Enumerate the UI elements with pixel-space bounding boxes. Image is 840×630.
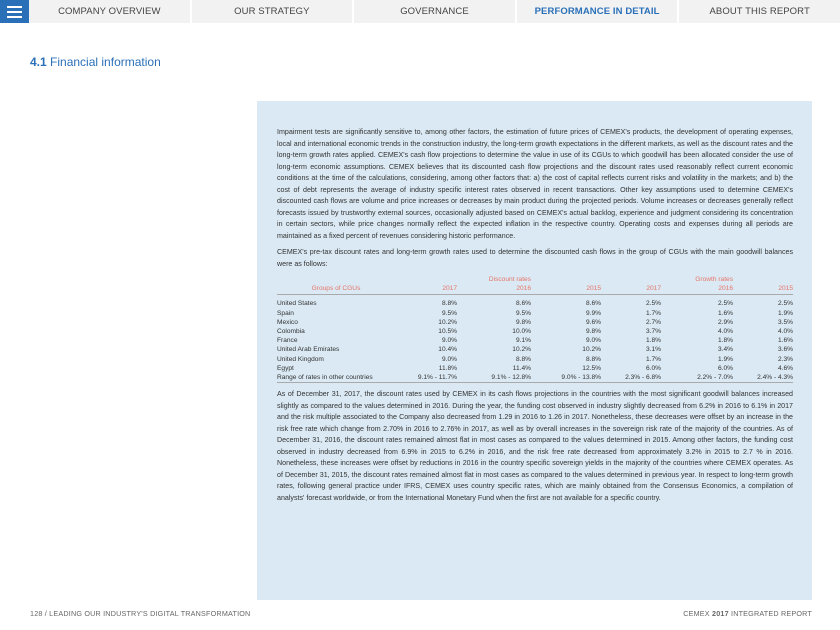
paragraph-impairment: Impairment tests are significantly sensitive to, among other factors, the estimation of future prices of CEMEX's products, the development of operating expenses, local and international economic trends in the construction industry, the long-term growth expectations in the different markets, as well as the discount rates and the long-term growth rates applied. CEMEX's cash flow projections to determine the value in use of its CGUs to which goodwill has been allocated consider the use of long-term economic assumptions. CEMEX believes that its discounted cash flow projections and the discount rates used reasonably reflect current economic conditions at the time of the calculations, considering, among other factors that: a) the cost of capital reflects current risks and volatility in the markets; and b) the cost of debt represents the average of industry specific interest rates observed in recent transactions. Other key assumptions used to determine CEMEX's discounted cash flows are volume and price increases or decreases by main product during the projected periods. Volume increases or decreases generally reflect forecasts issued by trustworthy external sources, occasionally adjusted based on CEMEX's actual backlog, experience and judgment considering its concentration in certain sectors, while price changes normally reflect the expected inflation in the respective country. Operating costs and expenses during all periods are maintained as a fixed percent of revenues considering historic performance. [277,128,793,240]
table-cell: Egypt [277,364,294,372]
table-cell: 8.6% [585,300,601,308]
table-cell: Spain [277,309,294,317]
table-cell: 2.3% - 6.8% [601,373,661,383]
footer-report-title [683,609,812,618]
rates-table [277,275,793,383]
table-cell: United Kingdom [277,355,324,363]
table-cell: 2.3% [777,355,793,363]
table-cell: 1.9% [777,309,793,317]
table-cell: 9.0% [441,355,457,363]
table-cell: France [277,337,298,345]
table-cell: 2.5% [645,300,661,308]
table-cell: 2.5% [777,300,793,308]
table-cell: 9.5% [515,309,531,317]
header-discount-2016: 2016 [457,284,531,295]
hamburger-menu-icon[interactable] [0,0,29,23]
table-cell: 6.0% [717,364,733,372]
table-cell: 11.4% [512,364,531,372]
table-cell: Mexico [277,318,298,326]
table-cell: 9.8% [515,318,531,326]
table-cell: 2.7% [645,318,661,326]
table-row [277,327,793,336]
table-cell: 10.0% [512,328,531,336]
table-row [277,299,793,308]
table-cell: 10.2% [438,318,457,326]
table-row [277,318,793,327]
table-cell: 6.0% [645,364,661,372]
table-cell: 10.5% [438,328,457,336]
tab-about-this-report[interactable]: ABOUT THIS REPORT [679,0,840,23]
table-row [277,373,793,383]
tab-company-overview[interactable]: COMPANY OVERVIEW [29,0,192,23]
section-title-text: Financial information [50,55,161,69]
table-cell: United States [277,300,317,308]
table-cell: 9.0% [441,337,457,345]
footer-page-label: 128 / LEADING OUR INDUSTRY'S DIGITAL TRANSFORMATION [30,609,251,618]
table-cell: 2.5% [717,300,733,308]
header-growth-2017: 2017 [601,284,661,295]
header-discount-2017: 2017 [395,284,457,295]
tab-our-strategy[interactable]: OUR STRATEGY [192,0,355,23]
content-text [277,127,793,509]
table-cell: 10.2% [512,346,531,354]
table-row [277,364,793,373]
table-cell: 3.7% [645,328,661,336]
table-cell: 9.0% [585,337,601,345]
table-cell: 1.8% [645,337,661,345]
table-cell: 9.5% [441,309,457,317]
table-cell: 2.2% - 7.0% [661,373,733,383]
paragraph-rates-intro: CEMEX's pre-tax discount rates and long-term growth rates used to determine the discounted cash flows in the group of CGUs with the main goodwill balances were as follows: [277,248,793,268]
table-cell: 3.6% [777,346,793,354]
table-cell: 10.4% [438,346,457,354]
section-number: 4.1 [30,55,47,69]
table-header-row [277,284,793,295]
footer-report-year: 2017 [712,609,729,618]
footer-report-suffix: INTEGRATED REPORT [728,609,812,618]
table-cell: 12.5% [582,364,601,372]
footer-report-prefix: CEMEX [683,609,712,618]
table-row [277,309,793,318]
table-cell: 3.1% [645,346,661,354]
group-discount-rates: Discount rates [488,276,531,283]
header-groups: Groups of CGUs [277,284,395,295]
section-title [30,55,161,69]
table-cell: 1.7% [645,309,661,317]
header-growth-2016: 2016 [661,284,733,295]
table-cell: Range of rates in other countries [277,373,395,383]
table-cell: 8.6% [515,300,531,308]
table-cell: Colombia [277,328,305,336]
group-growth-rates: Growth rates [695,276,733,283]
table-cell: 1.8% [717,337,733,345]
table-cell: 1.6% [777,337,793,345]
table-cell: 1.9% [717,355,733,363]
table-cell: 9.1% [515,337,531,345]
table-cell: 9.0% - 13.8% [531,373,601,383]
tab-performance-in-detail[interactable]: PERFORMANCE IN DETAIL [517,0,680,23]
table-row [277,355,793,364]
table-cell: 9.1% - 11.7% [395,373,457,383]
table-cell: 1.7% [645,355,661,363]
table-cell: United Arab Emirates [277,346,340,354]
table-cell: 3.5% [777,318,793,326]
table-cell: 10.2% [582,346,601,354]
table-row [277,336,793,345]
top-navigation [0,0,840,23]
table-row [277,345,793,354]
table-cell: 4.0% [777,328,793,336]
table-cell: 11.8% [438,364,457,372]
table-cell: 8.8% [515,355,531,363]
table-cell: 3.4% [717,346,733,354]
table-cell: 9.1% - 12.8% [457,373,531,383]
table-cell: 4.0% [717,328,733,336]
table-cell: 2.4% - 4.3% [733,373,793,383]
table-cell: 1.6% [717,309,733,317]
table-cell: 8.8% [585,355,601,363]
table-cell: 9.9% [585,309,601,317]
header-growth-2015: 2015 [733,284,793,295]
header-discount-2015: 2015 [531,284,601,295]
table-cell: 9.6% [585,318,601,326]
table-cell: 9.8% [585,328,601,336]
paragraph-discount-rates: As of December 31, 2017, the discount rates used by CEMEX in its cash flows projections in the countries with the most significant goodwill balances increased slightly as compared to the values determined in 2016. During the year, the funding cost observed in industry slightly decreased from 6.2% in 2016 to 6.1% in 2017 and the risk multiple associated to the Company also decreased from 1.29 in 2016 to 1.26 in 2017. Nonetheless, these decreases were offset by an increase in the risk free rate which change from 2.70% in 2016 to 2.76% in 2017, as well as by overall increases in the sovereign risk rate of the majority of the countries. As of December 31, 2016, the discount rates remained almost flat in most cases as compared to the values determined in 2015. Among other factors, the funding cost observed in industry decreased from 6.9% in 2015 to 6.2% in 2016, and the risk free rate decreased from approximately 3.2% in 2015 to 2.7 % in 2016. Nonetheless, these increases were offset by reductions in 2016 in the country specific sovereign yields in the majority of the countries where CEMEX operates. As of December 31, 2015, the discount rates remained almost flat in most cases as compared to the values determined in previous year. In respect to long-term growth rates, following general practice under IFRS, CEMEX uses country specific rates, which are mainly obtained from the Consensus Economics, a compilation of analysts' forecast worldwide, or from the International Monetary Fund when the first are not available for a specific country. [277,390,793,502]
table-cell: 4.6% [777,364,793,372]
tab-governance[interactable]: GOVERNANCE [354,0,517,23]
table-cell: 2.9% [717,318,733,326]
table-cell: 8.8% [441,300,457,308]
